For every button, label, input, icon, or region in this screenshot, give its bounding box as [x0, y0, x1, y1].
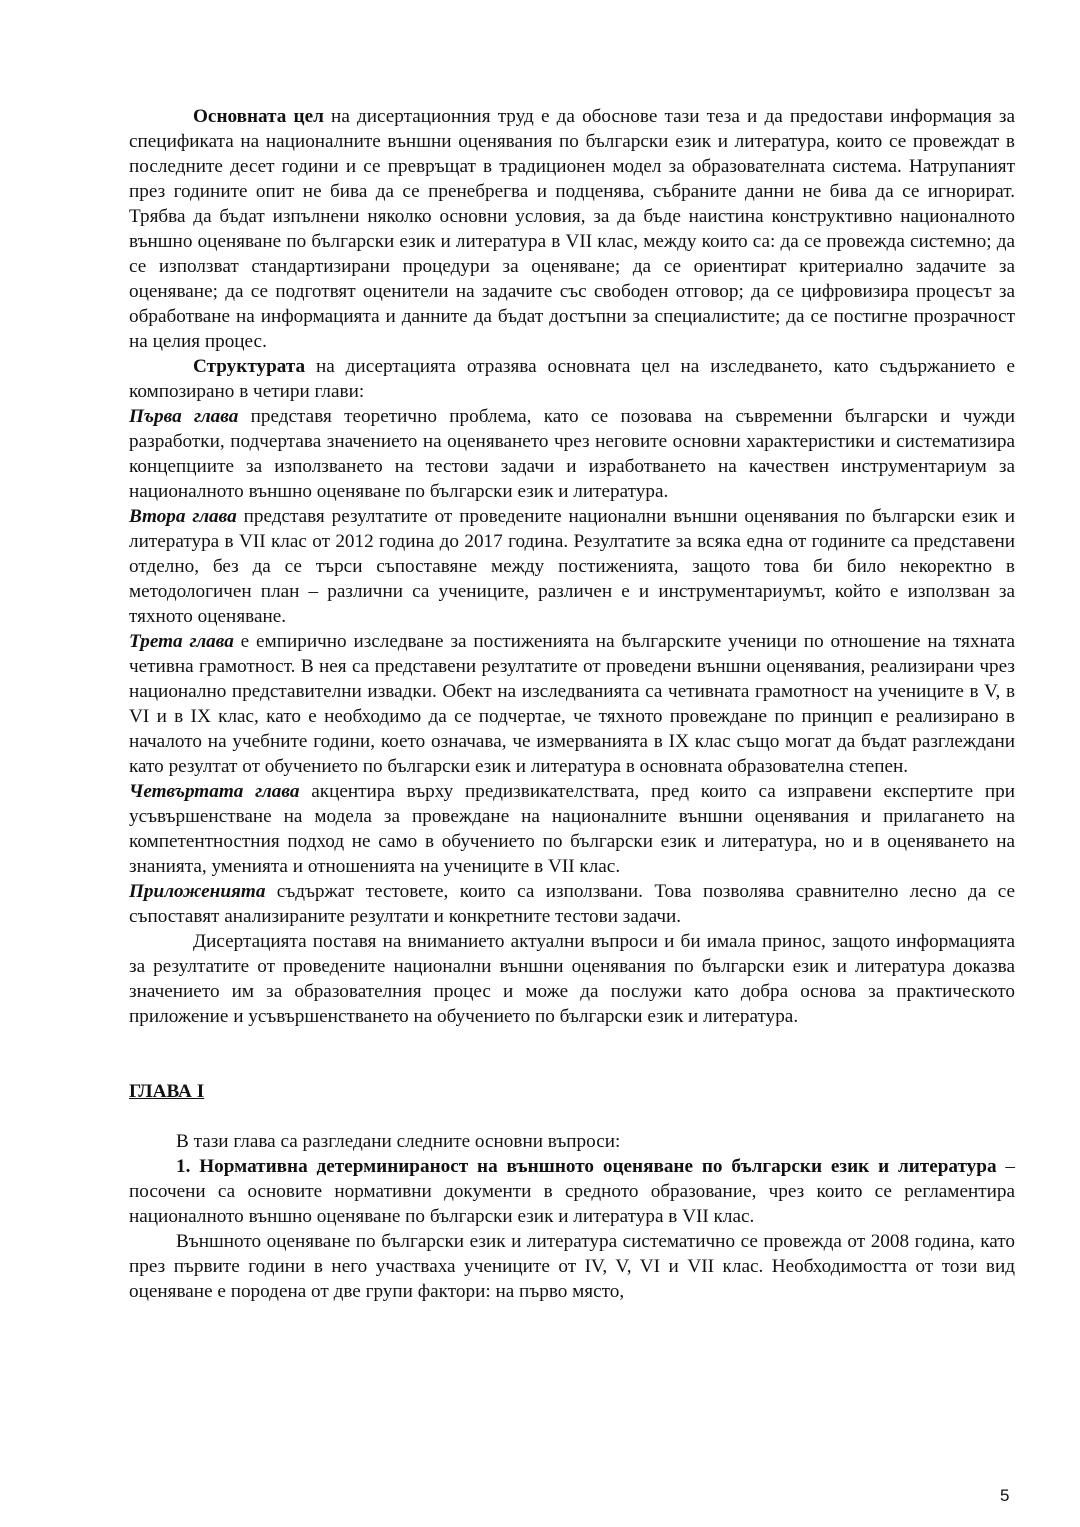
appendices-text: съдържат тестовете, които са използвани. Това позволява сравнително лесно да се съпоставят анализираните резултати и конкретните тестови задачи.	[129, 881, 1015, 927]
chapter-three-lead: Трета глава	[129, 631, 234, 652]
paragraph-item-one	[129, 1154, 1015, 1229]
main-goal-text: на дисертационния труд е да обоснове тази теза и да предостави информация за спецификата на националните външни оценявания по български език и литература, които се провеждат в последните десет години и се превръщат в традиционен модел за образователната система. Натрупаният през годините опит не бива да се пренебрегва и подценява, събраните данни не бива да се игнорират. Трябва да бъдат изпълнени няколко основни условия, за да бъде наистина конструктивно националното външно оценяване по български език и литература в VII клас, между които са: да се провежда системно; да се използват стандартизирани процедури за оценяване; да се ориентират критериално задачите за оценяване; да се подготвят оценители на задачите със свободен отговор; да се цифровизира процесът за обработване на информацията и данните да бъдат достъпни за специалистите; да се постигне прозрачност на целия процес.	[129, 106, 1016, 352]
paragraph-external-assessment: Външното оценяване по български език и литература систематично се провежда от 2008 година, като през първите години в него участваха учениците от IV, V, VI и VII клас. Необходимостта от този вид оценяване е породена от две групи фактори: на първо място,	[129, 1231, 1015, 1302]
chapter-two-lead: Втора глава	[129, 506, 237, 527]
paragraph-structure	[129, 354, 1015, 404]
item-one-text: – посочени са основите нормативни документи в средното образование, чрез които се регламентира националното външно оценяване по български език и литература в VII клас.	[129, 1156, 1015, 1227]
chapter-four-text: акцентира върху предизвикателствата, пред които са изправени експертите при усъвършенстване на модела за провеждане на националните външни оценявания и прилагането на компетентностния подход не само в обучението по български език и литература, но и в оценяването на знанията, уменията и отношенията на учениците в VII клас.	[129, 781, 1016, 877]
item-one-lead: 1. Нормативна детерминираност на външното оценяване по български език и литература	[176, 1156, 997, 1177]
paragraph-chapter-three	[129, 629, 1015, 779]
chapter-one-lead: Първа глава	[129, 406, 239, 427]
document-page	[129, 104, 1015, 1304]
spacer	[129, 1104, 1015, 1129]
main-goal-lead: Основната цел	[193, 106, 324, 127]
spacer	[129, 1029, 1015, 1054]
chapter-three-text: е емпирично изследване за постиженията на българските ученици по отношение на тяхната четивна грамотност. В нея са представени резултатите от проведени външни оценявания, реализирани чрез национално представителни извадки. Обект на изследванията са четивната грамотност на учениците в V, в VI и в IX клас, като е необходимо да се подчертае, че тяхното провеждане по принцип е реализирано в началото на учебните години, което означава, че измерванията в IX клас също могат да бъдат разглеждани като резултат от обучението по български език и литература в основната образователна степен.	[129, 631, 1015, 777]
chapter-heading: ГЛАВА I	[129, 1081, 205, 1102]
paragraph-main-goal	[129, 104, 1015, 354]
paragraph-chapter-four	[129, 779, 1015, 879]
paragraph-chapter-two	[129, 504, 1015, 629]
structure-lead: Структурата	[193, 356, 306, 377]
paragraph-chapter-intro: В тази глава са разгледани следните основни въпроси:	[176, 1131, 621, 1152]
paragraph-appendices	[129, 879, 1015, 929]
paragraph-chapter-one	[129, 404, 1015, 504]
page-number: 5	[1000, 1486, 1010, 1505]
structure-text: на дисертацията отразява основната цел на изследването, като съдържанието е композирано в четири глави:	[129, 356, 1015, 402]
chapter-one-text: представя теоретично проблема, като се позовава на съвременни български и чужди разработки, подчертава значението на оценяването чрез неговите основни характеристики и систематизира концепциите за използването на тестови задачи и изработването на качествен инструментариум за националното външно оценяване по български език и литература.	[129, 406, 1016, 502]
paragraph-dissertation-contribution: Дисертацията поставя на вниманието актуални въпроси и би имала принос, защото информацията за резултатите от проведените национални външни оценявания по български език и литература доказва значението им за образователния процес и може да послужи като добра основа за практическото приложение и усъвършенстването на обучението по български език и литература.	[129, 931, 1015, 1027]
chapter-four-lead: Четвъртата глава	[129, 781, 300, 802]
appendices-lead: Приложенията	[129, 881, 266, 902]
chapter-two-text: представя резултатите от проведените национални външни оценявания по български език и литература в VII клас от 2012 година до 2017 година. Резултатите за всяка една от годините са представени отделно, без да се търси съпоставяне между постиженията, защото това би било некоректно в методологичен план – различни са учениците, различен е и инструментариумът, който е използван за тяхното оценяване.	[129, 506, 1015, 627]
